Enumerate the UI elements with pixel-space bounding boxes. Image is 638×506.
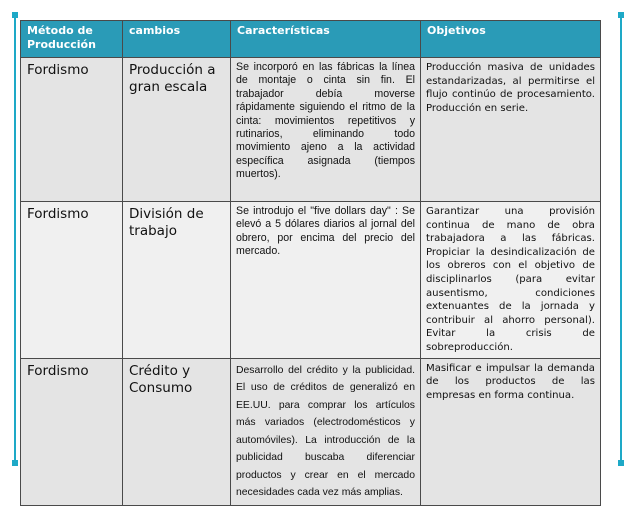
cell-cambio: Producción a gran escala — [123, 58, 231, 202]
table-row — [21, 202, 601, 359]
cell-caracteristicas: Desarrollo del crédito y la publicidad. El uso de créditos de generalizó en EE.UU. para comprar los artículos más variados (electrodomésticos y automóviles). La introducción de la publicidad buscaba diferenciar productos y crear en el mercado necesidades cada vez más amplias. — [231, 358, 421, 505]
table-row — [21, 58, 601, 202]
header-metodo: Método de Producción — [21, 21, 123, 58]
cell-cambio: División de trabajo — [123, 202, 231, 359]
table-header-row — [21, 21, 601, 58]
cell-caracteristicas: Se incorporó en las fábricas la línea de montaje o cinta sin fin. El trabajador debía moverse rápidamente siguiendo el ritmo de la cinta: movimientos repetitivos y rutinarios, eliminando todo movimiento ajeno a la actividad específica asignada (tiempos muertos). — [231, 58, 421, 202]
production-methods-table — [20, 20, 601, 506]
cell-objetivos: Garantizar una provisión continua de mano de obra trabajadora a las fábricas. Propiciar la desindicalización de los obreros con el objetivo de disciplinarlos (para evitar ausentismo, condiciones extenuantes de la jornada y contribuir al ahorro personal). Evitar la crisis de sobreproducción. — [421, 202, 601, 359]
cell-metodo: Fordismo — [21, 58, 123, 202]
cell-cambio: Crédito y Consumo — [123, 358, 231, 505]
header-objetivos: Objetivos — [421, 21, 601, 58]
cell-metodo: Fordismo — [21, 202, 123, 359]
corner-square-bottom-left — [12, 460, 18, 466]
corner-square-top-right — [618, 12, 624, 18]
right-accent-line — [620, 14, 622, 464]
cell-objetivos: Masificar e impulsar la demanda de los productos de las empresas en forma continua. — [421, 358, 601, 505]
cell-caracteristicas: Se introdujo el "five dollars day" : Se elevó a 5 dólares diarios al jornal del obrero, por encima del precio del mercado. — [231, 202, 421, 359]
cell-metodo: Fordismo — [21, 358, 123, 505]
table-row — [21, 358, 601, 505]
left-accent-line — [14, 14, 16, 464]
corner-square-top-left — [12, 12, 18, 18]
header-cambios: cambios — [123, 21, 231, 58]
corner-square-bottom-right — [618, 460, 624, 466]
cell-objetivos: Producción masiva de unidades estandarizadas, al permitirse el flujo continúo de procesamiento. Producción en serie. — [421, 58, 601, 202]
header-caracteristicas: Características — [231, 21, 421, 58]
